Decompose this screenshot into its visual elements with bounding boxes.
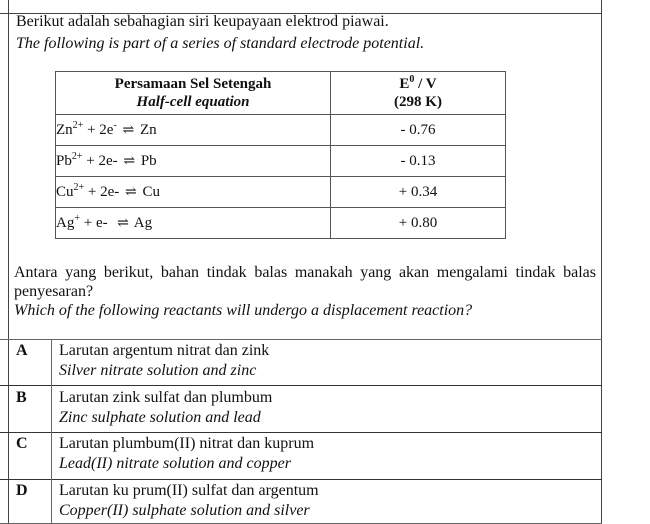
- option-text: [59, 341, 269, 381]
- potential-pb: - 0.13: [331, 146, 506, 177]
- option-text-ms: Larutan plumbum(II) nitrat dan kuprum: [59, 435, 315, 452]
- equilibrium-arrow-icon: ⇌: [125, 184, 137, 200]
- header-unit: / V: [414, 76, 437, 92]
- header-half-cell-en: Half-cell equation: [136, 94, 250, 110]
- question-text: [14, 263, 596, 320]
- option-divider: [0, 432, 602, 433]
- table-row: [56, 146, 506, 177]
- option-divider: [0, 385, 602, 386]
- potential-ag: + 0.80: [331, 208, 506, 239]
- frame-right-line: [601, 0, 602, 524]
- intro-malay: Berikut adalah sebahagian siri keupayaan elektrod piawai.: [16, 13, 389, 30]
- electrode-potential-table: [55, 71, 506, 239]
- header-e-sup: 0: [409, 74, 415, 85]
- header-potential: [331, 72, 506, 115]
- option-text-en: Copper(II) sulphate solution and silver: [59, 502, 310, 519]
- equation-pb: $Pb^{2+} + 2e-$ ⇌ Pb: [56, 146, 331, 177]
- option-letter: A: [16, 342, 28, 359]
- equilibrium-arrow-icon: ⇌: [122, 122, 135, 138]
- question-english: Which of the following reactants will undergo a displacement reaction?: [14, 302, 473, 319]
- option-text-ms: Larutan zink sulfat dan plumbum: [59, 389, 273, 406]
- intro-english: The following is part of a series of standard electrode potential.: [16, 35, 425, 52]
- table-row: [56, 208, 506, 239]
- header-half-cell: [56, 72, 331, 115]
- option-text: [59, 388, 272, 428]
- option-text-en: Zinc sulphate solution and lead: [59, 409, 261, 426]
- equation-cu: $Cu^{2+} + 2e-$ ⇌ Cu: [56, 177, 331, 208]
- header-temp: (298 K): [394, 94, 442, 110]
- option-text-en: Lead(II) nitrate solution and copper: [59, 455, 291, 472]
- potential-zn: - 0.76: [331, 115, 506, 146]
- option-letter: C: [16, 435, 28, 452]
- option-text-en: Silver nitrate solution and zinc: [59, 362, 257, 379]
- option-text-ms: Larutan ku prum(II) sulfat dan argentum: [59, 482, 319, 499]
- option-text: [59, 481, 319, 521]
- question-malay: Antara yang berikut, bahan tindak balas manakah yang akan mengalami tindak balas penyesaran?: [14, 264, 596, 300]
- frame-left-line: [8, 0, 9, 524]
- intro-text: [16, 11, 424, 55]
- header-half-cell-ms: Persamaan Sel Setengah: [114, 76, 272, 92]
- option-letter: B: [16, 389, 27, 406]
- equilibrium-arrow-icon: ⇌: [117, 215, 129, 231]
- option-text-ms: Larutan argentum nitrat dan zink: [59, 342, 270, 359]
- header-potential-label: [331, 75, 505, 93]
- table-row: [56, 177, 506, 208]
- option-text: [59, 434, 314, 474]
- option-divider: [0, 479, 602, 480]
- equation-ag: Ag+ + e- ⇌ Ag: [56, 208, 331, 239]
- option-letter: D: [16, 482, 28, 499]
- equation-zn: $Zn^{2+} + 2e^-$ ⇌ Zn: [56, 115, 331, 146]
- options-column-separator: [51, 339, 52, 524]
- potential-cu: + 0.34: [331, 177, 506, 208]
- options-top-line: [0, 339, 602, 340]
- equilibrium-arrow-icon: ⇌: [123, 153, 136, 169]
- table-row: [56, 115, 506, 146]
- table-header-row: [56, 72, 506, 115]
- header-e: E: [399, 76, 410, 92]
